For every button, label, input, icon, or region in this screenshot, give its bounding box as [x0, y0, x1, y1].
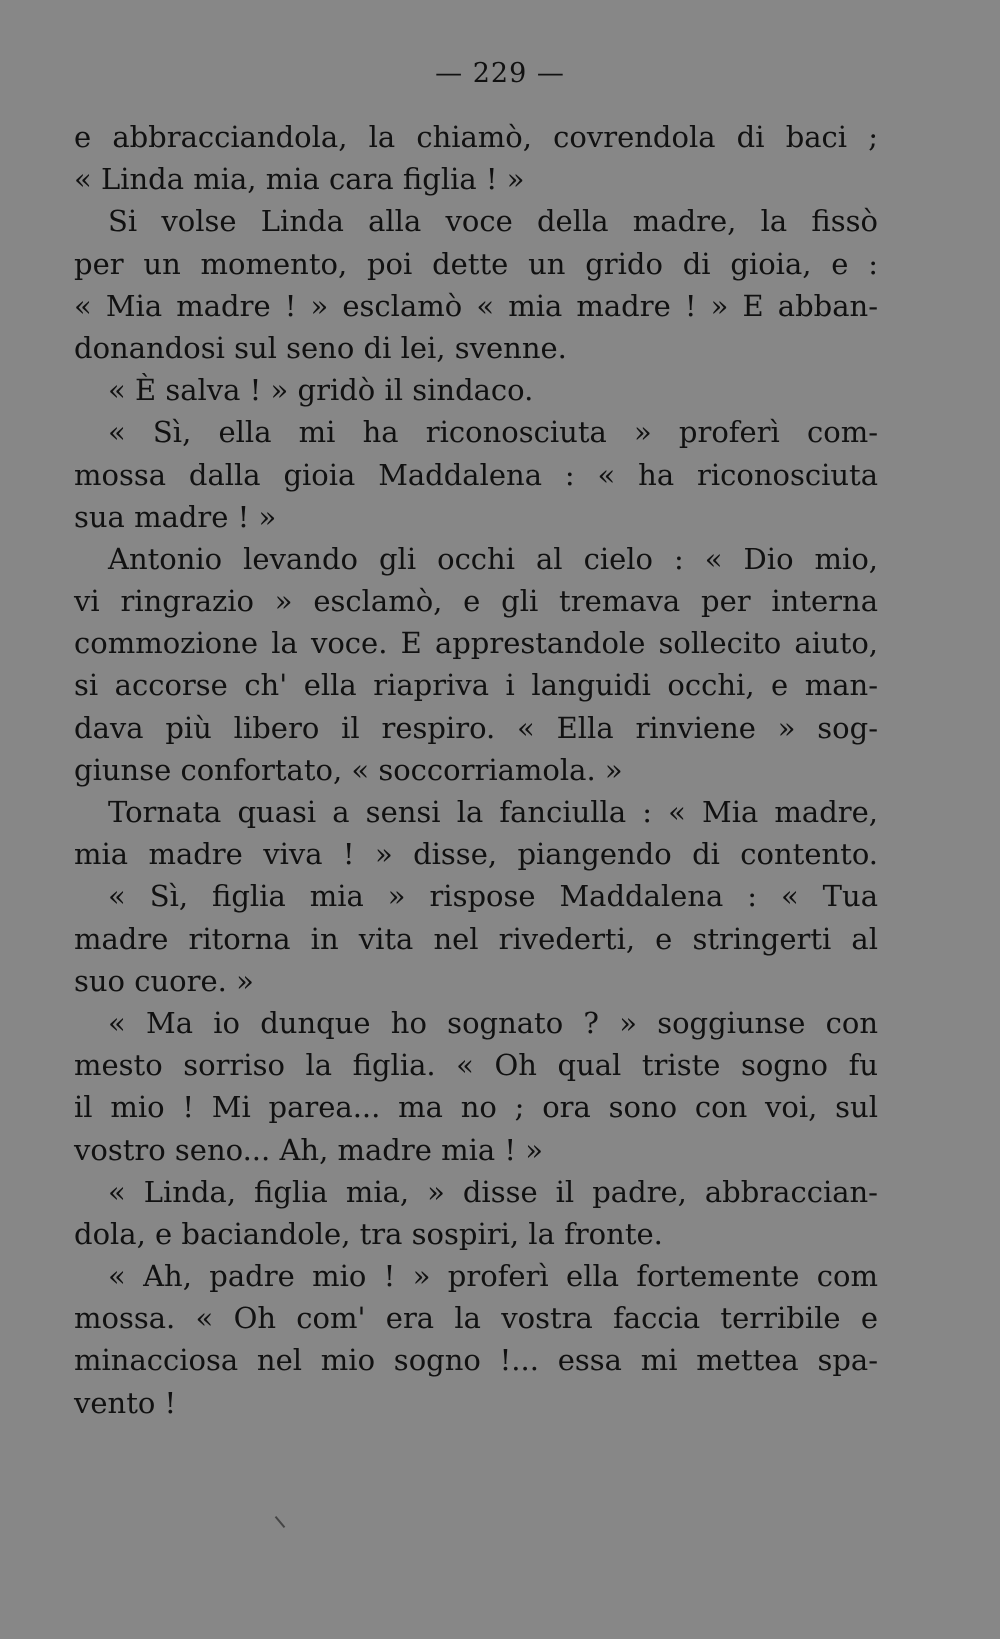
- page-number: — 229 —: [435, 58, 565, 89]
- text-line: minacciosa nel mio sogno !... essa mi mettea spa-: [74, 1343, 878, 1378]
- text-line: « Mia madre ! » esclamò « mia madre ! » E abban-: [74, 288, 878, 323]
- text-line: « Linda mia, mia cara figlia ! »: [74, 162, 525, 197]
- text-line: Tornata quasi a sensi la fanciulla : « Mia madre,: [108, 795, 878, 829]
- text-line: madre ritorna in vita nel rivederti, e stringerti al: [74, 921, 878, 956]
- text-line: per un momento, poi dette un grido di gioia, e :: [74, 246, 878, 281]
- text-line: « Ah, padre mio ! » proferì ella fortemente com: [108, 1259, 878, 1294]
- text-line: mossa dalla gioia Maddalena : « ha riconosciuta: [74, 457, 878, 492]
- text-line: vento !: [74, 1385, 177, 1420]
- text-line: « Sì, ella mi ha riconosciuta » proferì com-: [108, 415, 878, 450]
- text-line: vostro seno... Ah, madre mia ! »: [74, 1132, 544, 1167]
- text-line: Si volse Linda alla voce della madre, la fissò: [108, 204, 878, 239]
- text-line: commozione la voce. E apprestandole sollecito aiuto,: [74, 626, 878, 661]
- text-line: Antonio levando gli occhi al cielo : « Dio mio,: [108, 541, 878, 576]
- text-line: il mio ! Mi parea... ma no ; ora sono con voi, sul: [74, 1090, 878, 1125]
- text-line: suo cuore. »: [74, 963, 254, 998]
- text-line: « Sì, figlia mia » rispose Maddalena : « Tua: [108, 879, 878, 914]
- text-line: sua madre ! »: [74, 499, 277, 534]
- text-line: dava più libero il respiro. « Ella rinviene » sog-: [74, 710, 878, 745]
- text-line: « È salva ! » gridò il sindaco.: [108, 373, 534, 408]
- text-line: giunse confortato, « soccorriamola. »: [74, 752, 623, 787]
- text-line: donandosi sul seno di lei, svenne.: [74, 330, 567, 365]
- text-line: « Linda, figlia mia, » disse il padre, abbraccian-: [108, 1174, 878, 1209]
- body-text: [74, 116, 878, 1424]
- text-line: dola, e baciandole, tra sospiri, la fronte.: [74, 1216, 663, 1251]
- text-line: e abbracciandola, la chiamò, covrendola di baci ;: [74, 120, 878, 154]
- text-line: mia madre viva ! » disse, piangendo di contento.: [74, 837, 878, 872]
- text-line: mossa. « Oh com' era la vostra faccia terribile e: [74, 1301, 878, 1336]
- text-line: si accorse ch' ella riapriva i languidi occhi, e man-: [74, 668, 878, 703]
- text-line: mesto sorriso la figlia. « Oh qual triste sogno fu: [74, 1048, 878, 1083]
- text-line: « Ma io dunque ho sognato ? » soggiunse con: [108, 1005, 878, 1040]
- text-line: vi ringrazio » esclamò, e gli tremava per interna: [74, 584, 878, 619]
- print-speck: [275, 1516, 286, 1528]
